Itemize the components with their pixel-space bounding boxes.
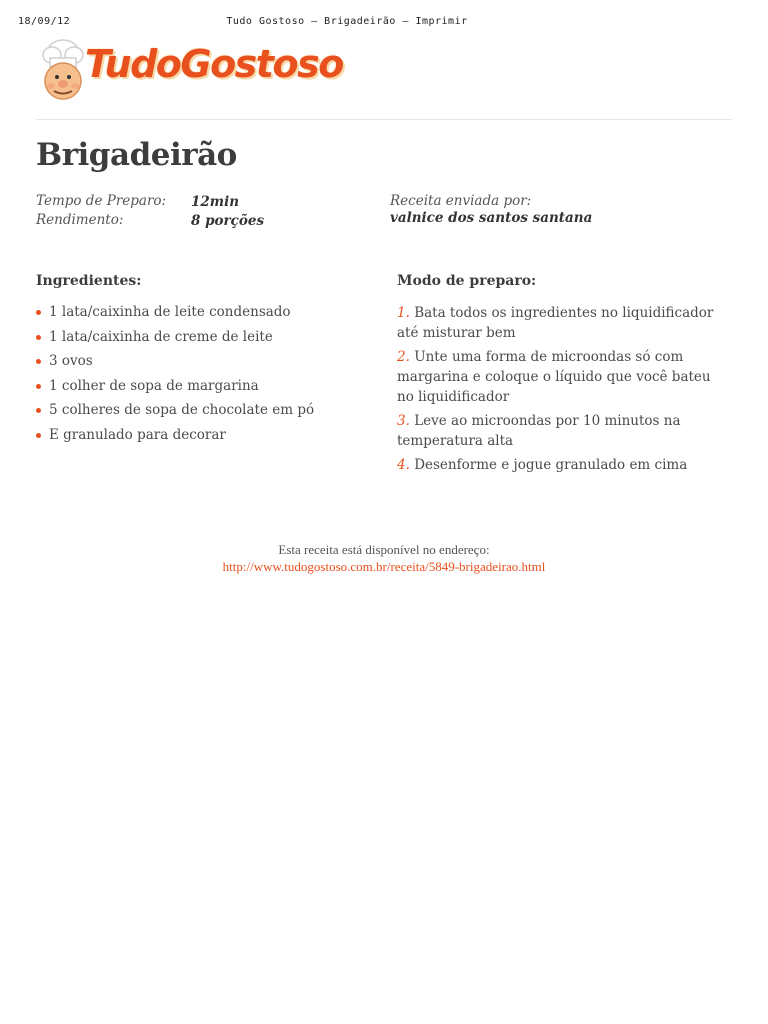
bullet-icon: [36, 408, 41, 413]
ingredient-item: [36, 303, 376, 328]
step-number: 3.: [397, 413, 410, 429]
bullet-icon: [36, 359, 41, 364]
bullet-icon: [36, 384, 41, 389]
print-page-title: Tudo Gostoso – Brigadeirão – Imprimir: [226, 16, 468, 27]
ingredient-item: [36, 328, 376, 353]
preparation-heading: Modo de preparo:: [397, 273, 537, 289]
availability-note: Esta receita está disponível no endereço:: [278, 542, 490, 557]
step-item: [397, 303, 727, 343]
ingredient-item: [36, 377, 376, 402]
ingredient-text: 3 ovos: [49, 353, 93, 370]
ingredients-heading: Ingredientes:: [36, 273, 142, 289]
preparation-steps: [397, 303, 727, 479]
step-number: 2.: [397, 349, 410, 365]
ingredient-text: 1 lata/caixinha de creme de leite: [49, 328, 273, 345]
yield-value: 8 porções: [191, 213, 265, 229]
bullet-icon: [36, 433, 41, 438]
ingredient-text: 1 colher de sopa de margarina: [49, 377, 259, 394]
step-number: 4.: [397, 457, 410, 473]
ingredient-text: E granulado para decorar: [49, 426, 226, 443]
step-item: [397, 347, 727, 407]
logo-wordmark: TudoGostoso: [85, 42, 343, 86]
ingredient-item: [36, 401, 376, 426]
chef-mascot-icon: [33, 38, 93, 102]
step-text: Desenforme e jogue granulado em cima: [414, 457, 688, 473]
recipe-footer: [0, 541, 768, 575]
ingredients-list: [36, 303, 376, 451]
step-item: [397, 411, 727, 451]
site-logo[interactable]: [33, 38, 378, 102]
print-header: [0, 16, 768, 32]
bullet-icon: [36, 335, 41, 340]
step-item: [397, 455, 727, 475]
ingredient-item: [36, 352, 376, 377]
print-date: 18/09/12: [18, 16, 71, 27]
bullet-icon: [36, 310, 41, 315]
ingredient-text: 5 colheres de sopa de chocolate em pó: [49, 402, 315, 419]
prep-time-value: 12min: [191, 194, 240, 210]
ingredient-item: [36, 426, 376, 451]
ingredient-text: 1 lata/caixinha de leite condensado: [49, 304, 291, 320]
step-text: Bata todos os ingredientes no liquidificador até misturar bem: [397, 305, 714, 341]
step-text: Leve ao microondas por 10 minutos na temperatura alta: [397, 413, 681, 449]
step-number: 1.: [397, 305, 410, 321]
sent-by-label: Receita enviada por:: [390, 193, 532, 209]
header-divider: [36, 119, 732, 120]
yield-label: Rendimento:: [36, 212, 124, 228]
prep-time-label: Tempo de Preparo:: [36, 193, 167, 209]
recipe-title: Brigadeirão: [36, 137, 237, 173]
step-text: Unte uma forma de microondas só com margarina e coloque o líquido que você bateu no liquidificador: [397, 349, 711, 405]
recipe-url-link[interactable]: http://www.tudogostoso.com.br/receita/5849-brigadeirao.html: [222, 559, 546, 574]
sent-by-author: valnice dos santos santana: [390, 210, 593, 226]
